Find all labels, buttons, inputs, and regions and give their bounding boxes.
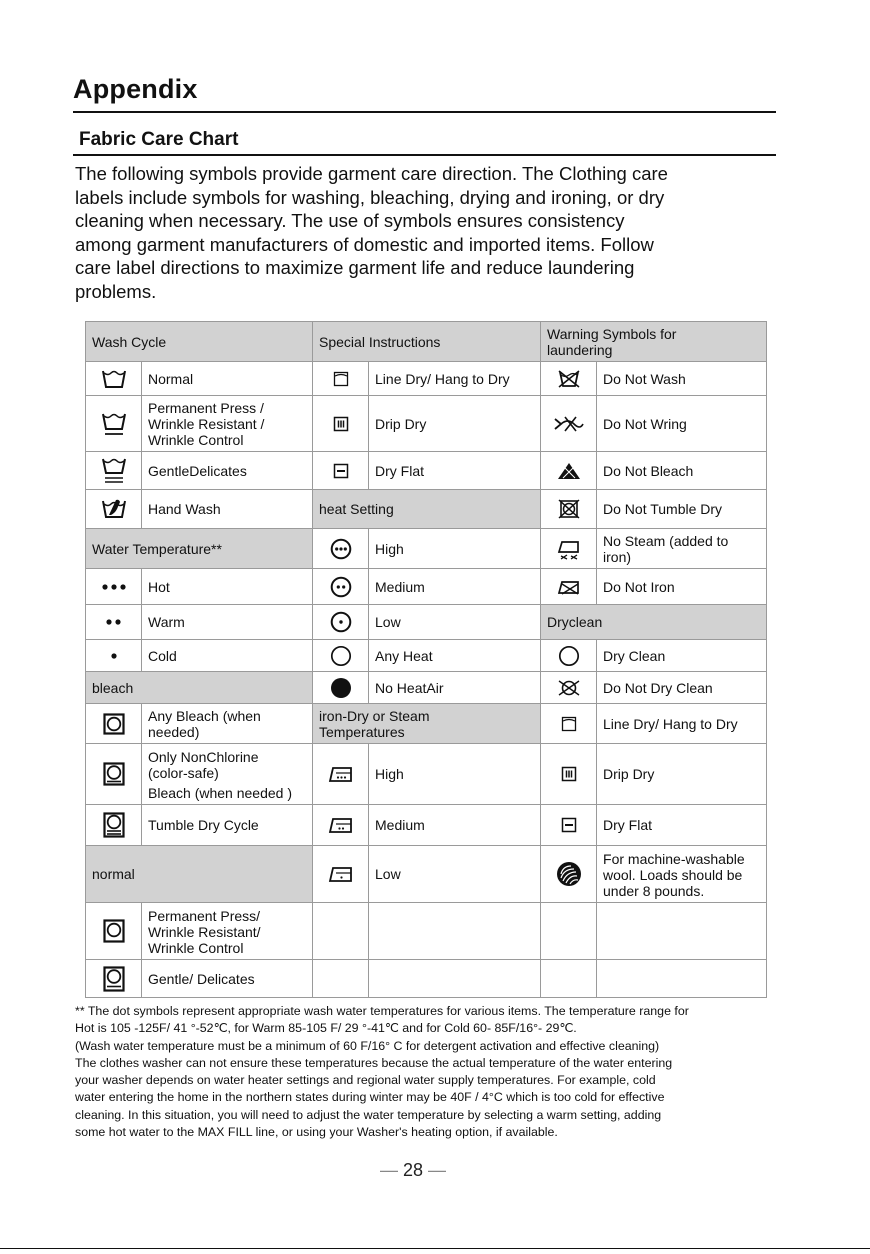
header-special-instructions: Special Instructions [313,322,541,362]
heat-medium-label: Medium [369,569,541,605]
iron-low-icon [313,846,369,903]
temp-warm-label: Warm [142,605,313,640]
intro-line: care label directions to maximize garment life and reduce laundering [75,257,635,278]
dryclean-drip-dry-label: Drip Dry [597,744,767,805]
do-not-wring-label: Do Not Wring [597,396,767,452]
page-number: — 28 — [379,1160,447,1180]
dry-flat-icon [541,805,597,846]
do-not-wash-label: Do Not Wash [597,362,767,396]
hand-wash-label: Hand Wash [142,490,313,529]
header-dryclean: Dryclean [541,605,767,640]
do-not-iron-label: Do Not Iron [597,569,767,605]
hot-dots-icon [86,569,142,605]
wash-gentle-label: GentleDelicates [142,452,313,490]
iron-medium-label: Medium [369,805,541,846]
iron-medium-icon [313,805,369,846]
iron-high-icon [313,744,369,805]
header-bleach: bleach [86,672,313,704]
normal-gentle-icon [86,960,142,998]
dryclean-dry-flat-label: Dry Flat [597,805,767,846]
normal-gentle-label: Gentle/ Delicates [142,960,313,998]
heat-any-label: Any Heat [369,640,541,672]
note-line: Hot is 105 -125F/ 41 °-52℃, for Warm 85-105 F/ 29 °-41℃ and for Cold 60- 85F/16°- 29℃. [75,1021,577,1036]
header-heat-setting: heat Setting [313,490,541,529]
section-title: Fabric Care Chart [79,129,239,150]
wool-label: For machine-washable wool. Loads should be under 8 pounds. [597,846,767,903]
dry-clean-icon [541,640,597,672]
do-not-wring-icon [541,396,597,452]
header-water-temperature: Water Temperature** [86,529,313,569]
tumble-dry-cycle-icon [86,805,142,846]
empty-cell [313,903,369,960]
tumble-low-heat-icon [313,605,369,640]
header-normal: normal [86,846,313,903]
note-line: cleaning. In this situation, you will need to adjust the water temperature by selecting a warm setting, adding [75,1107,662,1122]
any-bleach-label: Any Bleach (when needed) [142,704,313,744]
empty-cell [597,960,767,998]
normal-permanent-press-icon [86,903,142,960]
title-rule [73,111,776,113]
note-line: ** The dot symbols represent appropriate wash water temperatures for various items. The temperature range for [75,1004,689,1018]
intro-line: The following symbols provide garment care direction. The Clothing care [75,163,668,184]
drip-dry-icon [313,396,369,452]
non-chlorine-bleach-icon [86,744,142,805]
intro-paragraph [75,162,775,303]
do-not-iron-icon [541,569,597,605]
permanent-press-wash-icon [86,396,142,452]
warm-dots-icon [86,605,142,640]
empty-cell [313,960,369,998]
page-title: Appendix [73,74,198,104]
note-line: some hot water to the MAX FILL line, or using your Washer's heating option, if available. [75,1125,558,1140]
fabric-care-table [85,321,767,998]
gentle-wash-icon [86,452,142,490]
empty-cell [541,960,597,998]
section-rule [73,154,776,156]
note-line: (Wash water temperature must be a minimum of 60 F/16° C for detergent activation and effective cleaning) [75,1038,660,1053]
heat-low-label: Low [369,605,541,640]
any-heat-icon [313,640,369,672]
cold-dot-icon [86,640,142,672]
no-steam-label: No Steam (added to iron) [597,529,767,569]
any-bleach-icon [86,704,142,744]
normal-permanent-press-label: Permanent Press/ Wrinkle Resistant/ Wrinkle Control [142,903,313,960]
wash-tub-icon [86,362,142,396]
dry-flat-label: Dry Flat [369,452,541,490]
tumble-high-heat-icon [313,529,369,569]
drip-dry-icon [541,744,597,805]
temp-hot-label: Hot [142,569,313,605]
non-chlorine-bleach-label: Only NonChlorine (color-safe) Bleach (when needed ) [142,744,313,805]
temperature-notes [75,1003,780,1141]
header-iron-temperatures: iron-Dry or Steam Temperatures [313,704,541,744]
iron-low-label: Low [369,846,541,903]
iron-high-label: High [369,744,541,805]
heat-high-label: High [369,529,541,569]
intro-line: problems. [75,280,157,302]
intro-line: cleaning when necessary. The use of symbols ensures consistency [75,210,625,231]
drip-dry-label: Drip Dry [369,396,541,452]
do-not-tumble-dry-icon [541,490,597,529]
tumble-medium-heat-icon [313,569,369,605]
hand-wash-icon [86,490,142,529]
header-warning-symbols: Warning Symbols for laundering [541,322,767,362]
note-line: The clothes washer can not ensure these temperatures because the actual temperature of the water entering [75,1055,673,1070]
line-dry-label: Line Dry/ Hang to Dry [369,362,541,396]
empty-cell [597,903,767,960]
do-not-bleach-icon [541,452,597,490]
bottom-rule [0,1248,870,1249]
tumble-dry-cycle-label: Tumble Dry Cycle [142,805,313,846]
no-steam-icon [541,529,597,569]
wash-permanent-press-label: Permanent Press / Wrinkle Resistant / Wrinkle Control [142,396,313,452]
line-dry-icon [313,362,369,396]
do-not-bleach-label: Do Not Bleach [597,452,767,490]
intro-line: among garment manufacturers of domestic and imported items. Follow [75,233,654,255]
empty-cell [369,903,541,960]
note-line: your washer depends on water heater settings and regional water supply temperatures. For example, cold [75,1073,656,1088]
temp-cold-label: Cold [142,640,313,672]
do-not-dry-clean-icon [541,672,597,704]
no-heat-air-icon [313,672,369,704]
dry-clean-label: Dry Clean [597,640,767,672]
do-not-dry-clean-label: Do Not Dry Clean [597,672,767,704]
dry-flat-icon [313,452,369,490]
line-dry-icon [541,704,597,744]
header-wash-cycle: Wash Cycle [86,322,313,362]
wash-normal-label: Normal [142,362,313,396]
intro-line: labels include symbols for washing, bleaching, drying and ironing, or dry [75,186,665,208]
heat-no-label: No HeatAir [369,672,541,704]
note-line: water entering the home in the northern states during winter may be 40F / 4°C which is too cold for effective [75,1090,665,1105]
empty-cell [369,960,541,998]
do-not-tumble-dry-label: Do Not Tumble Dry [597,490,767,529]
dryclean-line-dry-label: Line Dry/ Hang to Dry [597,704,767,744]
wool-icon [541,846,597,903]
do-not-wash-icon [541,362,597,396]
empty-cell [541,903,597,960]
